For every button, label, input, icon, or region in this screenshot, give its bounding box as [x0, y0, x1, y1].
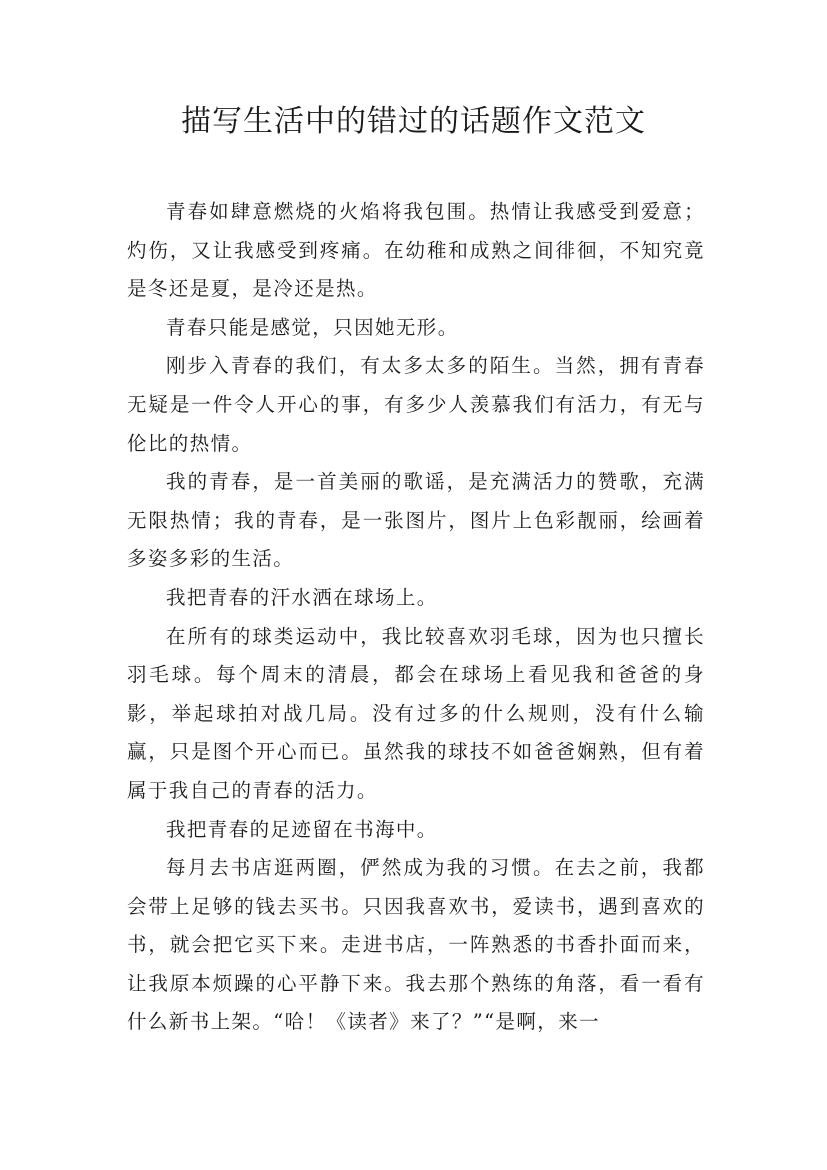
paragraph: 刚步入青春的我们，有太多太多的陌生。当然，拥有青春无疑是一件令人开心的事，有多少人羡慕我们有活力，有无与伦比的热情。: [127, 354, 705, 455]
document-body: [127, 193, 705, 1042]
paragraph: 在所有的球类运动中，我比较喜欢羽毛球，因为也只擅长羽毛球。每个周末的清晨，都会在球场上看见我和爸爸的身影，举起球拍对战几局。没有过多的什么规则，没有什么输赢，只是图个开心而已。虽然我的球技不如爸爸娴熟，但有着属于我自己的青春的活力。: [127, 624, 705, 802]
paragraph: 我把青春的汗水洒在球场上。: [166, 585, 438, 609]
paragraph: 我把青春的足迹留在书海中。: [166, 817, 438, 841]
paragraph: 青春如肆意燃烧的火焰将我包围。热情让我感受到爱意；灼伤，又让我感受到疼痛。在幼稚和成熟之间徘徊，不知究竟是冬还是夏，是冷还是热。: [127, 200, 705, 301]
paragraph: 青春只能是感觉，只因她无形。: [166, 315, 459, 339]
document-title: 描写生活中的错过的话题作文范文: [181, 104, 646, 139]
paragraph: 我的青春，是一首美丽的歌谣，是充满活力的赞歌，充满无限热情；我的青春，是一张图片，图片上色彩靓丽，绘画着多姿多彩的生活。: [127, 470, 705, 571]
paragraph: 每月去书店逛两圈，俨然成为我的习惯。在去之前，我都会带上足够的钱去买书。只因我喜欢书，爱读书，遇到喜欢的书，就会把它买下来。走进书店，一阵熟悉的书香扑面而来，让我原本烦躁的心平静下来。我去那个熟练的角落，看一看有什么新书上架。“哈！《读者》来了？”“是啊，来一: [127, 856, 705, 1034]
